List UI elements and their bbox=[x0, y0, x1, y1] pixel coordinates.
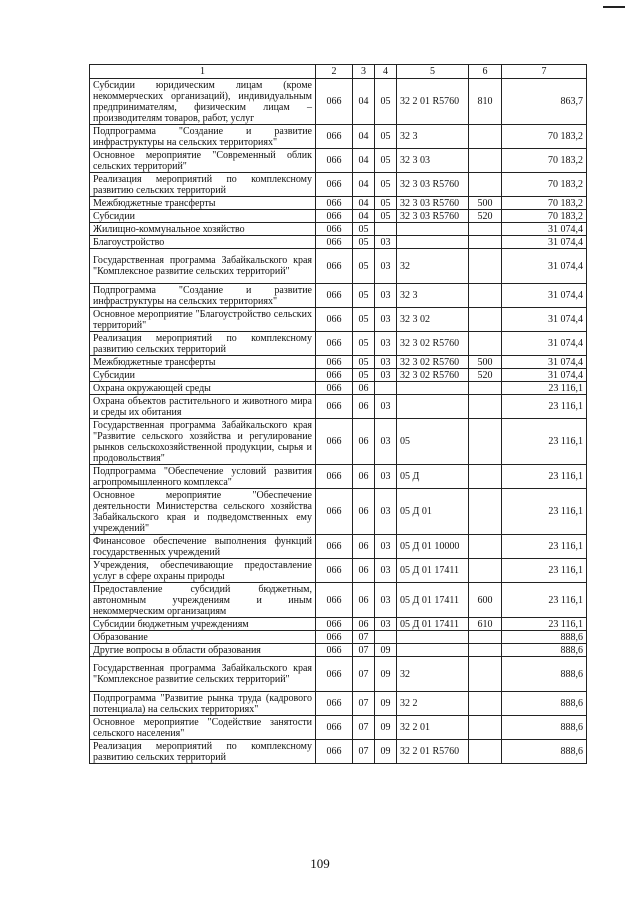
table-row bbox=[90, 173, 587, 197]
target-article-cell bbox=[397, 236, 469, 249]
table-row bbox=[90, 740, 587, 764]
subsection-cell: 05 bbox=[375, 210, 397, 223]
admin-code-cell: 066 bbox=[316, 284, 353, 308]
row-name-cell: Основное мероприятие "Обеспечение деятельности Министерства сельского хозяйства Забайкальского края и подведомственных ему учреждений" bbox=[90, 489, 316, 535]
table-row bbox=[90, 223, 587, 236]
table-row bbox=[90, 419, 587, 465]
section-cell: 04 bbox=[353, 210, 375, 223]
section-cell: 04 bbox=[353, 197, 375, 210]
target-article-cell: 32 2 bbox=[397, 692, 469, 716]
amount-cell: 31 074,4 bbox=[502, 332, 587, 356]
admin-code-cell: 066 bbox=[316, 657, 353, 692]
row-name-cell: Основное мероприятие "Содействие занятости сельского населения" bbox=[90, 716, 316, 740]
section-cell: 07 bbox=[353, 644, 375, 657]
expense-type-cell bbox=[469, 692, 502, 716]
admin-code-cell: 066 bbox=[316, 559, 353, 583]
amount-cell: 23 116,1 bbox=[502, 489, 587, 535]
admin-code-cell: 066 bbox=[316, 197, 353, 210]
subsection-cell: 03 bbox=[375, 369, 397, 382]
subsection-cell: 03 bbox=[375, 332, 397, 356]
expense-type-cell bbox=[469, 631, 502, 644]
subsection-cell: 05 bbox=[375, 79, 397, 125]
table-row bbox=[90, 559, 587, 583]
target-article-cell: 32 3 03 R5760 bbox=[397, 197, 469, 210]
header-cell-5: 5 bbox=[397, 65, 469, 79]
expense-type-cell: 500 bbox=[469, 197, 502, 210]
amount-cell: 23 116,1 bbox=[502, 618, 587, 631]
subsection-cell bbox=[375, 631, 397, 644]
subsection-cell: 03 bbox=[375, 618, 397, 631]
expense-type-cell: 600 bbox=[469, 583, 502, 618]
expense-type-cell bbox=[469, 149, 502, 173]
row-name-cell: Субсидии юридическим лицам (кроме некоммерческих организаций), индивидуальным предпринимателям, физическим лицам – производителям товаров, работ, услуг bbox=[90, 79, 316, 125]
target-article-cell bbox=[397, 382, 469, 395]
amount-cell: 863,7 bbox=[502, 79, 587, 125]
subsection-cell bbox=[375, 223, 397, 236]
expense-type-cell bbox=[469, 465, 502, 489]
section-cell: 06 bbox=[353, 465, 375, 489]
row-name-cell: Государственная программа Забайкальского края "Комплексное развитие сельских территорий" bbox=[90, 249, 316, 284]
subsection-cell: 03 bbox=[375, 356, 397, 369]
admin-code-cell: 066 bbox=[316, 356, 353, 369]
target-article-cell bbox=[397, 395, 469, 419]
table-row bbox=[90, 618, 587, 631]
amount-cell: 70 183,2 bbox=[502, 210, 587, 223]
row-name-cell: Субсидии bbox=[90, 369, 316, 382]
expense-type-cell bbox=[469, 125, 502, 149]
admin-code-cell: 066 bbox=[316, 173, 353, 197]
section-cell: 05 bbox=[353, 284, 375, 308]
section-cell: 06 bbox=[353, 489, 375, 535]
row-name-cell: Подпрограмма "Создание и развитие инфраструктуры на сельских территориях" bbox=[90, 125, 316, 149]
header-cell-6: 6 bbox=[469, 65, 502, 79]
section-cell: 06 bbox=[353, 559, 375, 583]
target-article-cell: 32 bbox=[397, 657, 469, 692]
table-body bbox=[90, 65, 587, 764]
section-cell: 06 bbox=[353, 583, 375, 618]
admin-code-cell: 066 bbox=[316, 535, 353, 559]
section-cell: 05 bbox=[353, 356, 375, 369]
amount-cell: 888,6 bbox=[502, 692, 587, 716]
amount-cell: 888,6 bbox=[502, 631, 587, 644]
admin-code-cell: 066 bbox=[316, 692, 353, 716]
table-row bbox=[90, 583, 587, 618]
target-article-cell: 32 3 02 R5760 bbox=[397, 356, 469, 369]
admin-code-cell: 066 bbox=[316, 249, 353, 284]
header-cell-7: 7 bbox=[502, 65, 587, 79]
target-article-cell: 32 3 03 bbox=[397, 149, 469, 173]
expense-type-cell: 810 bbox=[469, 79, 502, 125]
amount-cell: 70 183,2 bbox=[502, 149, 587, 173]
expense-type-cell bbox=[469, 535, 502, 559]
admin-code-cell: 066 bbox=[316, 332, 353, 356]
section-cell: 06 bbox=[353, 618, 375, 631]
amount-cell: 888,6 bbox=[502, 657, 587, 692]
admin-code-cell: 066 bbox=[316, 223, 353, 236]
section-cell: 04 bbox=[353, 149, 375, 173]
admin-code-cell: 066 bbox=[316, 79, 353, 125]
expense-type-cell bbox=[469, 284, 502, 308]
table-row bbox=[90, 644, 587, 657]
header-cell-3: 3 bbox=[353, 65, 375, 79]
target-article-cell bbox=[397, 644, 469, 657]
expense-type-cell bbox=[469, 395, 502, 419]
admin-code-cell: 066 bbox=[316, 583, 353, 618]
subsection-cell: 05 bbox=[375, 125, 397, 149]
table-row bbox=[90, 197, 587, 210]
subsection-cell: 05 bbox=[375, 149, 397, 173]
amount-cell: 888,6 bbox=[502, 740, 587, 764]
expense-type-cell: 610 bbox=[469, 618, 502, 631]
admin-code-cell: 066 bbox=[316, 716, 353, 740]
amount-cell: 23 116,1 bbox=[502, 395, 587, 419]
subsection-cell: 03 bbox=[375, 535, 397, 559]
subsection-cell bbox=[375, 382, 397, 395]
section-cell: 07 bbox=[353, 692, 375, 716]
admin-code-cell: 066 bbox=[316, 631, 353, 644]
target-article-cell: 05 Д 01 17411 bbox=[397, 559, 469, 583]
row-name-cell: Межбюджетные трансферты bbox=[90, 197, 316, 210]
table-row bbox=[90, 692, 587, 716]
section-cell: 04 bbox=[353, 125, 375, 149]
admin-code-cell: 066 bbox=[316, 369, 353, 382]
amount-cell: 31 074,4 bbox=[502, 284, 587, 308]
table-row bbox=[90, 79, 587, 125]
amount-cell: 70 183,2 bbox=[502, 173, 587, 197]
header-cell-1: 1 bbox=[90, 65, 316, 79]
budget-table bbox=[89, 64, 587, 764]
amount-cell: 31 074,4 bbox=[502, 249, 587, 284]
row-name-cell: Реализация мероприятий по комплексному развитию сельских территорий bbox=[90, 332, 316, 356]
header-cell-4: 4 bbox=[375, 65, 397, 79]
expense-type-cell bbox=[469, 740, 502, 764]
expense-type-cell bbox=[469, 236, 502, 249]
target-article-cell: 32 3 02 R5760 bbox=[397, 369, 469, 382]
admin-code-cell: 066 bbox=[316, 395, 353, 419]
admin-code-cell: 066 bbox=[316, 740, 353, 764]
row-name-cell: Другие вопросы в области образования bbox=[90, 644, 316, 657]
table-row bbox=[90, 236, 587, 249]
target-article-cell: 32 2 01 bbox=[397, 716, 469, 740]
amount-cell: 31 074,4 bbox=[502, 356, 587, 369]
admin-code-cell: 066 bbox=[316, 644, 353, 657]
row-name-cell: Основное мероприятие "Современный облик сельских территорий" bbox=[90, 149, 316, 173]
row-name-cell: Благоустройство bbox=[90, 236, 316, 249]
row-name-cell: Подпрограмма "Обеспечение условий развития агропромышленного комплекса" bbox=[90, 465, 316, 489]
row-name-cell: Субсидии bbox=[90, 210, 316, 223]
target-article-cell bbox=[397, 223, 469, 236]
table-row bbox=[90, 284, 587, 308]
row-name-cell: Государственная программа Забайкальского края "Комплексное развитие сельских территорий" bbox=[90, 657, 316, 692]
target-article-cell: 32 2 01 R5760 bbox=[397, 740, 469, 764]
table-row bbox=[90, 249, 587, 284]
expense-type-cell bbox=[469, 716, 502, 740]
section-cell: 05 bbox=[353, 223, 375, 236]
subsection-cell: 03 bbox=[375, 308, 397, 332]
amount-cell: 23 116,1 bbox=[502, 535, 587, 559]
table-row bbox=[90, 210, 587, 223]
header-cell-2: 2 bbox=[316, 65, 353, 79]
target-article-cell: 05 Д 01 10000 bbox=[397, 535, 469, 559]
target-article-cell: 32 3 bbox=[397, 284, 469, 308]
row-name-cell: Финансовое обеспечение выполнения функций государственных учреждений bbox=[90, 535, 316, 559]
table-row bbox=[90, 489, 587, 535]
target-article-cell: 05 Д 01 17411 bbox=[397, 618, 469, 631]
table-row bbox=[90, 535, 587, 559]
section-cell: 07 bbox=[353, 716, 375, 740]
admin-code-cell: 066 bbox=[316, 382, 353, 395]
expense-type-cell: 500 bbox=[469, 356, 502, 369]
row-name-cell: Основное мероприятие "Благоустройство сельских территорий" bbox=[90, 308, 316, 332]
row-name-cell: Субсидии бюджетным учреждениям bbox=[90, 618, 316, 631]
amount-cell: 888,6 bbox=[502, 644, 587, 657]
row-name-cell: Реализация мероприятий по комплексному развитию сельских территорий bbox=[90, 740, 316, 764]
row-name-cell: Учреждения, обеспечивающие предоставление услуг в сфере охраны природы bbox=[90, 559, 316, 583]
section-cell: 07 bbox=[353, 657, 375, 692]
table-row bbox=[90, 631, 587, 644]
expense-type-cell bbox=[469, 644, 502, 657]
expense-type-cell bbox=[469, 419, 502, 465]
section-cell: 06 bbox=[353, 395, 375, 419]
expense-type-cell bbox=[469, 559, 502, 583]
expense-type-cell: 520 bbox=[469, 210, 502, 223]
table-row bbox=[90, 125, 587, 149]
section-cell: 04 bbox=[353, 79, 375, 125]
target-article-cell: 32 3 03 R5760 bbox=[397, 210, 469, 223]
table-row bbox=[90, 332, 587, 356]
amount-cell: 23 116,1 bbox=[502, 382, 587, 395]
row-name-cell: Предоставление субсидий бюджетным, автономным учреждениям и иным некоммерческим организациям bbox=[90, 583, 316, 618]
section-cell: 05 bbox=[353, 369, 375, 382]
target-article-cell bbox=[397, 631, 469, 644]
section-cell: 05 bbox=[353, 332, 375, 356]
table-row bbox=[90, 356, 587, 369]
section-cell: 05 bbox=[353, 249, 375, 284]
row-name-cell: Межбюджетные трансферты bbox=[90, 356, 316, 369]
row-name-cell: Реализация мероприятий по комплексному развитию сельских территорий bbox=[90, 173, 316, 197]
row-name-cell: Жилищно-коммунальное хозяйство bbox=[90, 223, 316, 236]
subsection-cell: 03 bbox=[375, 489, 397, 535]
subsection-cell: 05 bbox=[375, 173, 397, 197]
subsection-cell: 09 bbox=[375, 657, 397, 692]
subsection-cell: 03 bbox=[375, 419, 397, 465]
subsection-cell: 03 bbox=[375, 583, 397, 618]
admin-code-cell: 066 bbox=[316, 308, 353, 332]
section-cell: 05 bbox=[353, 236, 375, 249]
table-row bbox=[90, 716, 587, 740]
admin-code-cell: 066 bbox=[316, 618, 353, 631]
section-cell: 07 bbox=[353, 740, 375, 764]
admin-code-cell: 066 bbox=[316, 236, 353, 249]
row-name-cell: Государственная программа Забайкальского края "Развитие сельского хозяйства и регулирование рынков сельскохозяйственной продукции, сырья и продовольствия" bbox=[90, 419, 316, 465]
amount-cell: 70 183,2 bbox=[502, 197, 587, 210]
amount-cell: 31 074,4 bbox=[502, 369, 587, 382]
section-cell: 07 bbox=[353, 631, 375, 644]
amount-cell: 23 116,1 bbox=[502, 559, 587, 583]
admin-code-cell: 066 bbox=[316, 419, 353, 465]
expense-type-cell bbox=[469, 657, 502, 692]
expense-type-cell bbox=[469, 332, 502, 356]
target-article-cell: 32 2 01 R5760 bbox=[397, 79, 469, 125]
expense-type-cell bbox=[469, 308, 502, 332]
page-number: 109 bbox=[310, 856, 330, 871]
target-article-cell: 05 Д bbox=[397, 465, 469, 489]
subsection-cell: 09 bbox=[375, 644, 397, 657]
table-row bbox=[90, 308, 587, 332]
table-row bbox=[90, 149, 587, 173]
expense-type-cell bbox=[469, 223, 502, 236]
admin-code-cell: 066 bbox=[316, 489, 353, 535]
section-cell: 05 bbox=[353, 308, 375, 332]
row-name-cell: Подпрограмма "Создание и развитие инфраструктуры на сельских территориях" bbox=[90, 284, 316, 308]
target-article-cell: 05 Д 01 bbox=[397, 489, 469, 535]
target-article-cell: 32 3 03 R5760 bbox=[397, 173, 469, 197]
table-row bbox=[90, 465, 587, 489]
section-cell: 06 bbox=[353, 535, 375, 559]
target-article-cell: 32 3 02 bbox=[397, 308, 469, 332]
corner-mark bbox=[603, 6, 625, 8]
subsection-cell: 09 bbox=[375, 692, 397, 716]
amount-cell: 31 074,4 bbox=[502, 236, 587, 249]
amount-cell: 31 074,4 bbox=[502, 308, 587, 332]
amount-cell: 23 116,1 bbox=[502, 419, 587, 465]
target-article-cell: 32 bbox=[397, 249, 469, 284]
subsection-cell: 03 bbox=[375, 465, 397, 489]
amount-cell: 70 183,2 bbox=[502, 125, 587, 149]
section-cell: 06 bbox=[353, 419, 375, 465]
section-cell: 06 bbox=[353, 382, 375, 395]
admin-code-cell: 066 bbox=[316, 210, 353, 223]
subsection-cell: 03 bbox=[375, 395, 397, 419]
row-name-cell: Охрана объектов растительного и животного мира и среды их обитания bbox=[90, 395, 316, 419]
row-name-cell: Подпрограмма "Развитие рынка труда (кадрового потенциала) на сельских территориях" bbox=[90, 692, 316, 716]
target-article-cell: 32 3 02 R5760 bbox=[397, 332, 469, 356]
subsection-cell: 05 bbox=[375, 197, 397, 210]
subsection-cell: 09 bbox=[375, 716, 397, 740]
expense-type-cell bbox=[469, 382, 502, 395]
subsection-cell: 03 bbox=[375, 236, 397, 249]
admin-code-cell: 066 bbox=[316, 125, 353, 149]
admin-code-cell: 066 bbox=[316, 149, 353, 173]
subsection-cell: 03 bbox=[375, 284, 397, 308]
amount-cell: 23 116,1 bbox=[502, 583, 587, 618]
table-row bbox=[90, 657, 587, 692]
row-name-cell: Охрана окружающей среды bbox=[90, 382, 316, 395]
row-name-cell: Образование bbox=[90, 631, 316, 644]
subsection-cell: 09 bbox=[375, 740, 397, 764]
expense-type-cell: 520 bbox=[469, 369, 502, 382]
amount-cell: 23 116,1 bbox=[502, 465, 587, 489]
subsection-cell: 03 bbox=[375, 559, 397, 583]
table-header-row bbox=[90, 65, 587, 79]
admin-code-cell: 066 bbox=[316, 465, 353, 489]
table-row bbox=[90, 369, 587, 382]
amount-cell: 31 074,4 bbox=[502, 223, 587, 236]
expense-type-cell bbox=[469, 249, 502, 284]
table-row bbox=[90, 395, 587, 419]
expense-type-cell bbox=[469, 489, 502, 535]
target-article-cell: 05 Д 01 17411 bbox=[397, 583, 469, 618]
target-article-cell: 05 bbox=[397, 419, 469, 465]
expense-type-cell bbox=[469, 173, 502, 197]
section-cell: 04 bbox=[353, 173, 375, 197]
table-row bbox=[90, 382, 587, 395]
subsection-cell: 03 bbox=[375, 249, 397, 284]
amount-cell: 888,6 bbox=[502, 716, 587, 740]
target-article-cell: 32 3 bbox=[397, 125, 469, 149]
